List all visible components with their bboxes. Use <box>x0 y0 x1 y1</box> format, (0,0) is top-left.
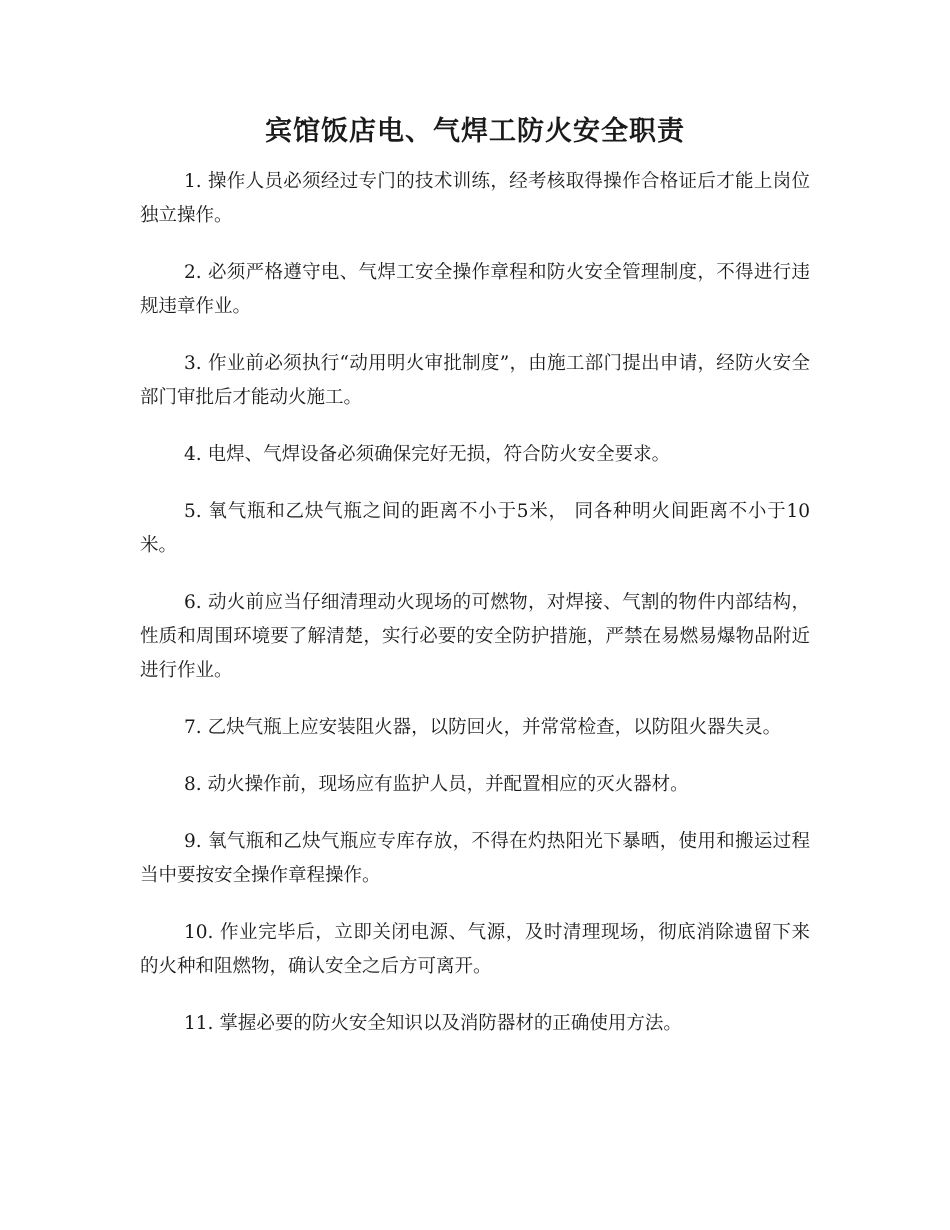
item-text: 操作人员必须经过专门的技术训练，经考核取得操作合格证后才能上岗位独立操作。 <box>140 171 810 226</box>
item-text: 电焊、气焊设备必须确保完好无损，符合防火安全要求。 <box>207 444 671 465</box>
item-number: 1. <box>184 171 202 192</box>
document-title: 宾馆饭店电、气焊工防火安全职责 <box>265 116 685 147</box>
list-item <box>140 1007 810 1041</box>
item-text: 必须严格遵守电、气焊工安全操作章程和防火安全管理制度，不得进行违规违章作业。 <box>140 262 810 317</box>
item-number: 7. <box>184 717 202 738</box>
list-item <box>140 711 810 745</box>
item-text: 作业前必须执行“动用明火审批制度”，由施工部门提出申请，经防火安全部门审批后才能动火施工。 <box>140 353 810 408</box>
item-text: 氧气瓶和乙炔气瓶应专库存放，不得在灼热阳光下暴晒，使用和搬运过程当中要按安全操作章程操作。 <box>140 831 810 886</box>
item-text: 掌握必要的防火安全知识以及消防器材的正确使用方法。 <box>219 1013 682 1034</box>
item-number: 9. <box>184 831 202 852</box>
item-text: 乙炔气瓶上应安装阻火器，以防回火，并常常检查，以防阻火器失灵。 <box>207 717 782 738</box>
item-number: 8. <box>184 774 202 795</box>
item-number: 3. <box>184 353 202 374</box>
list-item <box>140 495 810 563</box>
list-item <box>140 438 810 472</box>
list-item <box>140 165 810 233</box>
list-item <box>140 768 810 802</box>
list-item <box>140 916 810 984</box>
list-item <box>140 586 810 688</box>
document-body <box>140 165 810 1064</box>
item-number: 10. <box>184 922 214 943</box>
list-item <box>140 347 810 415</box>
list-item <box>140 825 810 893</box>
item-number: 5. <box>184 501 202 522</box>
list-item <box>140 256 810 324</box>
item-number: 2. <box>184 262 202 283</box>
item-text: 作业完毕后，立即关闭电源、气源，及时清理现场，彻底消除遗留下来的火种和阻燃物，确认安全之后方可离开。 <box>140 922 810 977</box>
item-text: 氧气瓶和乙炔气瓶之间的距离不小于5米， 同各种明火间距离不小于10米。 <box>140 501 810 556</box>
item-text: 动火前应当仔细清理动火现场的可燃物，对焊接、气割的物件内部结构，性质和周围环境要了解清楚，实行必要的安全防护措施，严禁在易燃易爆物品附近进行作业。 <box>140 592 810 681</box>
item-number: 11. <box>184 1013 214 1034</box>
item-number: 6. <box>184 592 202 613</box>
item-number: 4. <box>184 444 202 465</box>
item-text: 动火操作前，现场应有监护人员，并配置相应的灭火器材。 <box>207 774 689 795</box>
